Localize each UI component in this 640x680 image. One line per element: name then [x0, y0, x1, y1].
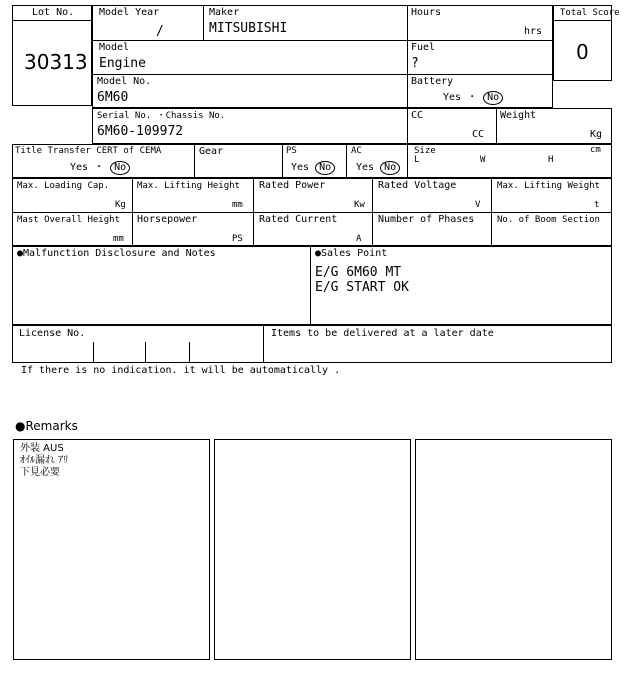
remarks-title: ●Remarks	[15, 419, 78, 433]
mast-unit: mm	[113, 234, 124, 244]
rated-power-unit: Kw	[354, 200, 365, 210]
horsepower-label: Horsepower	[137, 214, 198, 225]
model-year-label: Model Year	[99, 7, 160, 18]
ps-yes: Yes	[291, 162, 310, 173]
lot-label: Lot No.	[32, 7, 75, 18]
model-label: Model	[99, 42, 130, 53]
rated-voltage-label: Rated Voltage	[378, 180, 457, 191]
title-transfer-options	[70, 161, 130, 175]
ac-label: AC	[351, 146, 362, 156]
mast-label: Mast Overall Height	[17, 215, 120, 225]
fuel-label: Fuel	[411, 42, 436, 53]
items-later-label: Items to be delivered at a later date	[271, 328, 494, 339]
rated-voltage-unit: V	[475, 200, 481, 210]
boom-label: No. of Boom Section	[497, 215, 600, 225]
max-lifting-weight-unit: t	[594, 200, 600, 210]
battery-options	[443, 91, 503, 105]
ps-options	[291, 161, 335, 175]
gear-label: Gear	[199, 146, 224, 157]
ac-options	[356, 161, 400, 175]
sales-point-line-1: E/G 6M60 MT	[315, 265, 402, 280]
size-h: H	[548, 155, 554, 165]
ps-no-circled: No	[315, 161, 335, 175]
title-transfer-dot: ・	[94, 162, 105, 173]
max-loading-label: Max. Loading Cap.	[17, 181, 110, 191]
battery-yes: Yes	[443, 92, 462, 103]
remarks-box-3	[415, 439, 612, 660]
max-lifting-height-label: Max. Lifting Height	[137, 181, 240, 191]
battery-no-circled: No	[483, 91, 503, 105]
serial-label: Serial No. ・Chassis No.	[97, 111, 226, 121]
size-w: W	[480, 155, 486, 165]
max-loading-unit: Kg	[115, 200, 126, 210]
sales-point-line-2: E/G START OK	[315, 280, 409, 295]
remarks-line-2: ｵｲﾙ漏れ ｱﾘ	[20, 455, 69, 466]
footnote: If there is no indication. it will be automatically .	[21, 365, 341, 376]
remarks-box-2	[214, 439, 411, 660]
rated-current-unit: A	[356, 234, 362, 244]
title-transfer-label: Title Transfer CERT of CEMA	[15, 146, 162, 156]
battery-dot: ・	[467, 92, 478, 103]
cc-label: CC	[411, 110, 424, 121]
model-no-label: Model No.	[97, 76, 152, 87]
max-lifting-height-unit: mm	[232, 200, 243, 210]
hours-unit: hrs	[524, 26, 543, 37]
remarks-line-1: 外装 AUS	[20, 443, 64, 454]
license-label: License No.	[19, 328, 86, 339]
weight-unit: Kg	[590, 129, 603, 140]
rated-power-label: Rated Power	[259, 180, 326, 191]
maker-label: Maker	[209, 7, 240, 18]
malfunction-label: ●Malfunction Disclosure and Notes	[17, 248, 216, 259]
title-transfer-no-circled: No	[110, 161, 130, 175]
lot-number: 30313	[24, 50, 88, 74]
battery-label: Battery	[411, 76, 454, 87]
fuel-value: ?	[411, 56, 419, 71]
maker-value: MITSUBISHI	[209, 21, 288, 36]
ps-label: PS	[286, 146, 297, 156]
remarks-line-3: 下見必要	[20, 467, 60, 478]
ac-no-circled: No	[380, 161, 400, 175]
model-value: Engine	[99, 56, 146, 71]
total-score-value: 0	[576, 40, 589, 64]
cc-unit: CC	[472, 129, 485, 140]
sales-point-label: ●Sales Point	[315, 248, 388, 259]
phases-label: Number of Phases	[378, 214, 475, 225]
serial-value: 6M60-109972	[97, 124, 184, 139]
model-no-value: 6M60	[97, 90, 129, 105]
size-label: Size	[414, 146, 436, 156]
ac-yes: Yes	[356, 162, 375, 173]
total-score-label: Total Score	[560, 8, 620, 18]
size-unit: cm	[590, 145, 601, 155]
max-lifting-weight-label: Max. Lifting Weight	[497, 181, 600, 191]
hours-label: Hours	[411, 7, 442, 18]
size-l: L	[414, 155, 420, 165]
title-transfer-yes: Yes	[70, 162, 89, 173]
weight-label: Weight	[500, 110, 537, 121]
model-year-value: /	[156, 24, 164, 39]
rated-current-label: Rated Current	[259, 214, 338, 225]
horsepower-unit: PS	[232, 234, 243, 244]
